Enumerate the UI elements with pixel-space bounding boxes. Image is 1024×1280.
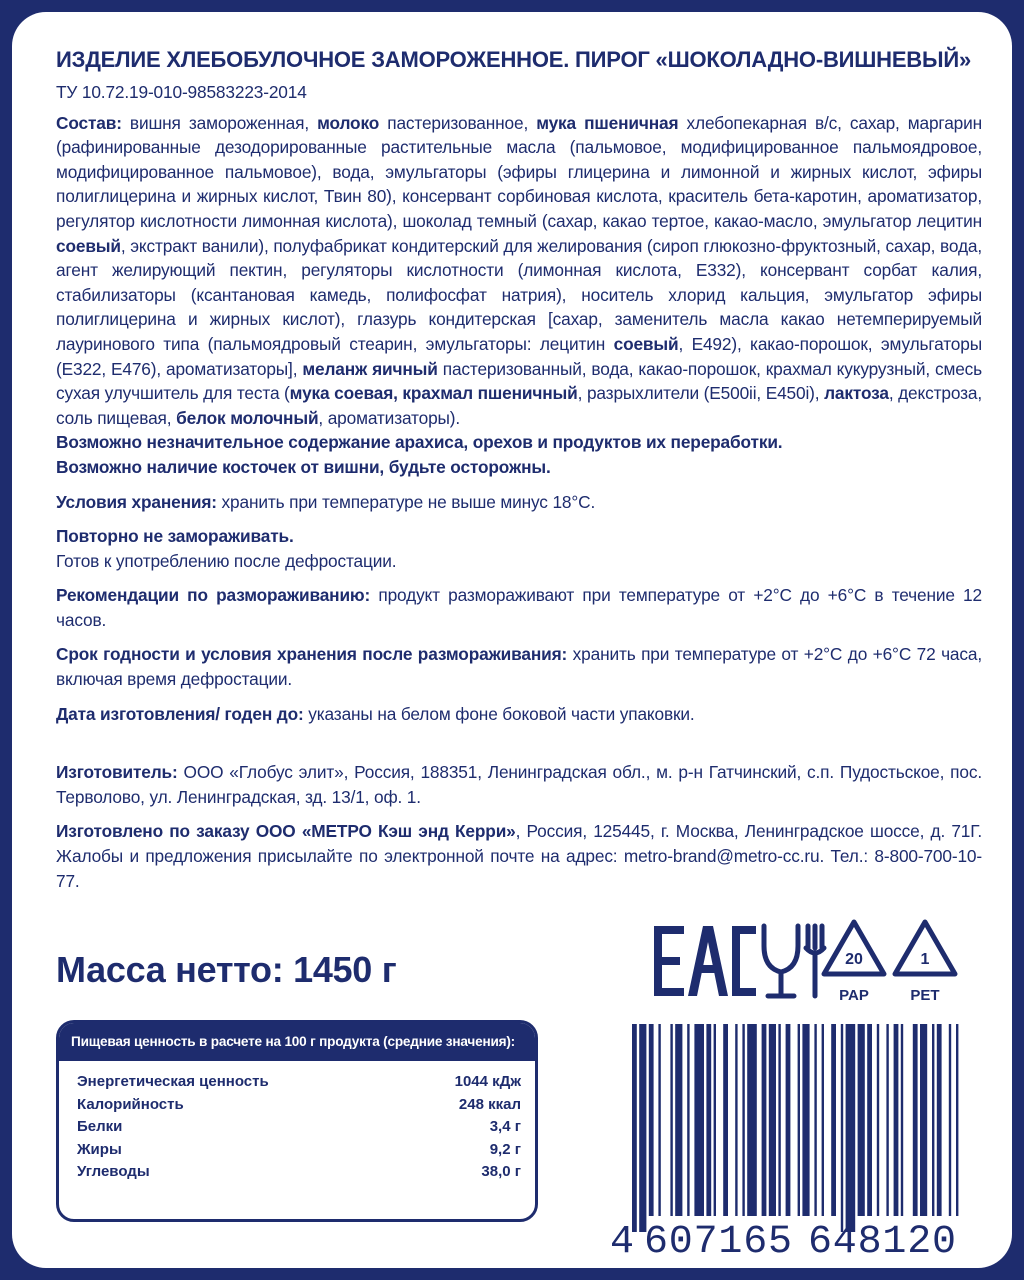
barcode-bar xyxy=(649,1024,654,1216)
svg-text:PET: PET xyxy=(910,987,940,1004)
barcode-bar xyxy=(694,1024,704,1216)
recycle-pet-icon xyxy=(895,922,955,1004)
allergen-warning: Возможно незначительное содержание арахиса, орехов и продуктов их переработки. xyxy=(56,432,783,453)
barcode-bars xyxy=(632,1024,958,1232)
barcode-bar xyxy=(949,1024,951,1216)
barcode-bar xyxy=(802,1024,809,1216)
composition: Состав: вишня замороженная, молоко пастеризованное, мука пшеничная хлебопекарная в/с, сахар, маргарин (рафинированные дезодорированные растительные масла (пальмовое, модифицированное пальмоядровое, модифицированное пальмовое), вода, эмульгаторы (эфиры глицерина и лимонной и жирных кислот, эфиры полиглицерина и жирных кислот, Твин 80), консервант сорбиновая кислота, краситель бета-каротин, ароматизатор, регулятор кислотности лимонная кислота), шоколад темный (сахар, какао тертое, какао-масло, эмульгатор лецитин соевый, экстракт ванили), полуфабрикат кондитерский для желирования (сироп глюкозно-фруктозный, сахар, вода, агент желирующий пектин, регуляторы кислотности (лимонная кислота, Е332), консервант сорбат калия, стабилизаторы (ксантановая камедь, полифосфат натрия), носитель хлорид кальция, эмульгатор эфиры полиглицерина и жирных кислот), глазурь кондитерская [сахар, заменитель масла какао нетемперируемый лауринового типа (пальмоядровый стеарин, эмульгаторы: лецитин соевый, Е492), какао-порошок, эмульгаторы (Е322, Е476), ароматизаторы], меланж яичный пастеризованный, вода, какао-порошок, крахмал кукурузный, смесь сухая улучшитель для теста (мука соевая, крахмал пшеничный, разрыхлители (Е500ii, Е450i), лактоза, декстроза, соль пищевая, белок молочный, ароматизаторы). xyxy=(56,112,983,428)
barcode-bar xyxy=(687,1024,689,1216)
svg-text:PAP: PAP xyxy=(839,987,869,1004)
shelf-life: Срок годности и условия хранения после размораживания: хранить при температуре от +2°С до +6°С 72 часа, включая время дефростации. xyxy=(56,644,982,690)
barcode-digits-right: 648120 xyxy=(808,1220,956,1256)
label-card xyxy=(12,12,1012,1268)
barcode-bar xyxy=(841,1024,843,1232)
ready-note: Готов к употреблению после дефростации. xyxy=(56,550,397,571)
product-title: ИЗДЕЛИЕ ХЛЕБОБУЛОЧНОЕ ЗАМОРОЖЕННОЕ. ПИРОГ «ШОКОЛАДНО-ВИШНЕВЫЙ» xyxy=(56,47,971,72)
barcode-bar xyxy=(769,1024,776,1216)
barcode-bar xyxy=(778,1024,780,1216)
barcode-bar xyxy=(735,1024,737,1216)
barcode-bar xyxy=(723,1024,728,1216)
barcode-bar xyxy=(639,1024,646,1232)
barcode-bar xyxy=(714,1024,716,1216)
barcode-bar xyxy=(814,1024,816,1216)
manufacturer: Изготовитель: ООО «Глобус элит», Россия, 188351, Ленинградская обл., м. р-н Гатчинский, с.п. Пудостьское, пос. Терволово, ул. Ленинградская, зд. 13/1, оф. 1. xyxy=(56,762,982,807)
barcode-bar xyxy=(867,1024,872,1216)
eac-mark-icon xyxy=(654,926,756,996)
nutrition-header: Пищевая ценность в расчете на 100 г продукта (средние значения): xyxy=(59,1023,535,1061)
barcode-bar xyxy=(858,1024,865,1216)
refreeze-warning: Повторно не замораживать. xyxy=(56,526,294,547)
label-text xyxy=(56,46,982,893)
barcode-bar xyxy=(937,1024,942,1216)
nutrition-row: Калорийность 248 ккал xyxy=(77,1095,521,1113)
barcode-bar xyxy=(901,1024,903,1216)
svg-text:20: 20 xyxy=(845,951,863,968)
barcode-bar xyxy=(762,1024,767,1216)
barcode-bar xyxy=(747,1024,757,1216)
barcode-bar xyxy=(932,1024,934,1216)
nutrition-row: Энергетическая ценность 1044 кДж xyxy=(77,1073,521,1090)
net-weight: Масса нетто: 1450 г xyxy=(56,949,397,990)
barcode-bar xyxy=(956,1024,958,1216)
barcode-bar xyxy=(742,1024,744,1216)
barcode-bar xyxy=(894,1024,899,1216)
barcode-bar xyxy=(675,1024,682,1216)
production-date: Дата изготовления/ годен до: указаны на белом фоне боковой части упаковки. xyxy=(56,703,695,724)
barcode-bar xyxy=(798,1024,800,1216)
svg-text:1: 1 xyxy=(920,951,930,968)
barcode-bar xyxy=(913,1024,918,1216)
barcode-bar xyxy=(877,1024,879,1216)
barcode-bar xyxy=(822,1024,824,1216)
pit-warning: Возможно наличие косточек от вишни, будьте осторожны. xyxy=(56,456,551,477)
ordered-by: Изготовлено по заказу ООО «МЕТРО Кэш энд Керри», Россия, 125445, г. Москва, Ленинградское шоссе, д. 71Г. Жалобы и предложения присылайте по электронной почте на адрес: metro-brand@metro-cc.ru. Тел.: 8-800-700-10-77. xyxy=(56,821,983,891)
nutrition-row: Углеводы 38,0 г xyxy=(77,1163,521,1180)
recycle-pap-icon xyxy=(824,922,884,1004)
certification-marks xyxy=(652,912,992,1012)
barcode-digits-left: 607165 xyxy=(644,1220,792,1256)
barcode-bar xyxy=(920,1024,927,1216)
thaw-recommendations: Рекомендации по размораживанию: продукт размораживают при температуре от +2°С до +6°С в течение 12 часов. xyxy=(56,585,982,630)
storage-conditions: Условия хранения: хранить при температуре не выше минус 18°С. xyxy=(56,491,596,512)
food-contact-glass-fork-icon xyxy=(764,926,824,996)
barcode-bar xyxy=(786,1024,791,1216)
barcode xyxy=(608,1024,984,1256)
nutrition-row: Белки 3,4 г xyxy=(77,1118,521,1135)
barcode-bar xyxy=(670,1024,672,1216)
barcode-digit-prefix: 4 xyxy=(610,1220,635,1256)
barcode-bar xyxy=(658,1024,660,1216)
barcode-bar xyxy=(706,1024,711,1216)
tech-spec: ТУ 10.72.19-010-98583223-2014 xyxy=(56,82,307,102)
nutrition-row: Жиры 9,2 г xyxy=(77,1140,521,1158)
barcode-bar xyxy=(831,1024,836,1216)
barcode-bar xyxy=(632,1024,637,1232)
barcode-bar xyxy=(846,1024,856,1232)
nutrition-table xyxy=(56,1020,538,1222)
barcode-bar xyxy=(886,1024,888,1216)
